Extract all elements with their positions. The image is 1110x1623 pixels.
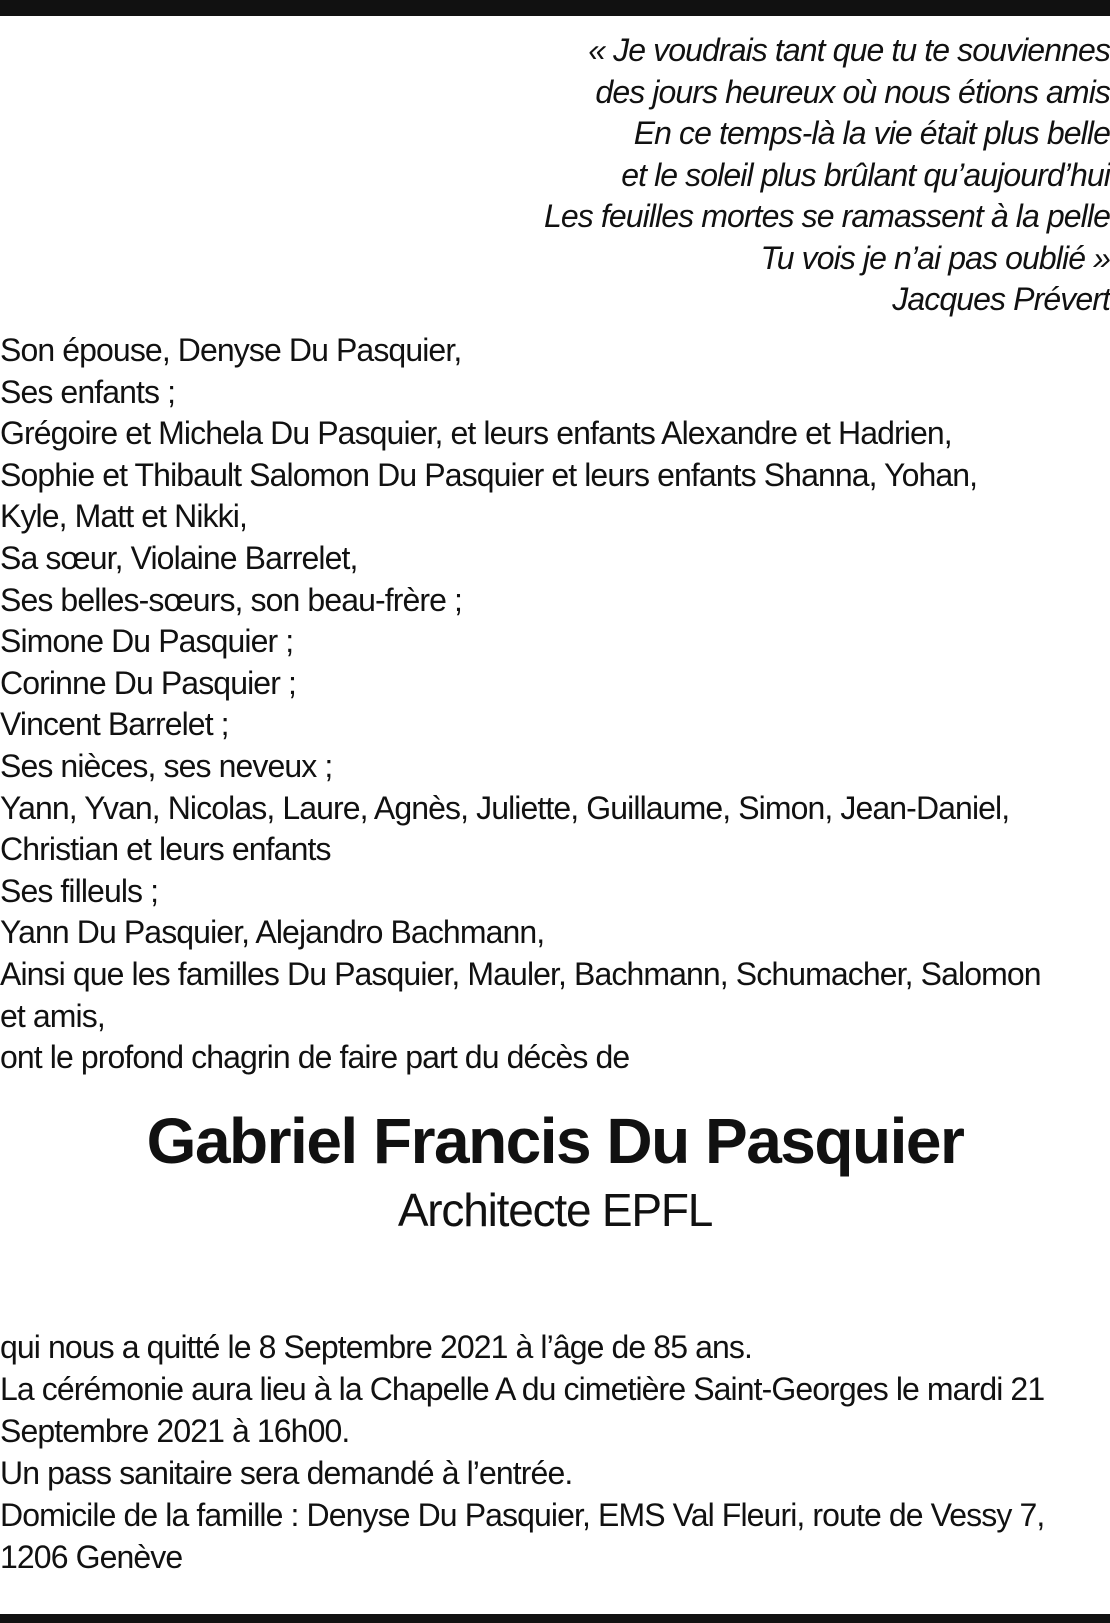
family-line: Ses filleuls ; bbox=[0, 872, 159, 909]
poem-line: Les feuilles mortes se ramassent à la pelle bbox=[543, 198, 1110, 234]
family-line: Ainsi que les familles Du Pasquier, Mauler, Bachmann, Schumacher, Salomon bbox=[0, 955, 1041, 992]
details-line: La cérémonie aura lieu à la Chapelle A du cimetière Saint-Georges le mardi 21 bbox=[0, 1371, 1045, 1407]
family-line: Sa sœur, Violaine Barrelet, bbox=[0, 539, 358, 576]
details-line: Un pass sanitaire sera demandé à l’entrée. bbox=[0, 1455, 573, 1491]
family-line: Ses nièces, ses neveux ; bbox=[0, 747, 333, 784]
family-announcement bbox=[0, 330, 1110, 1079]
poem-quote bbox=[210, 30, 1110, 321]
family-line: et amis, bbox=[0, 997, 105, 1034]
family-line: Yann, Yvan, Nicolas, Laure, Agnès, Juliette, Guillaume, Simon, Jean-Daniel, bbox=[0, 789, 1010, 826]
poem-line: et le soleil plus brûlant qu’aujourd’hui bbox=[621, 156, 1110, 193]
details-line: qui nous a quitté le 8 Septembre 2021 à l’âge de 85 ans. bbox=[0, 1329, 752, 1365]
family-line: Vincent Barrelet ; bbox=[0, 706, 229, 743]
family-line: Son épouse, Denyse Du Pasquier, bbox=[0, 332, 462, 368]
ceremony-details bbox=[0, 1326, 1110, 1578]
top-border-rule bbox=[0, 0, 1110, 16]
poem-author: Jacques Prévert bbox=[892, 281, 1110, 317]
poem-line: En ce temps-là la vie était plus belle bbox=[633, 115, 1110, 151]
deceased-title: Architecte EPFL bbox=[397, 1184, 713, 1236]
family-line: Ses belles-sœurs, son beau-frère ; bbox=[0, 581, 463, 618]
poem-line: Tu vois je n’ai pas oublié » bbox=[760, 239, 1110, 276]
family-line: Christian et leurs enfants bbox=[0, 831, 331, 868]
poem-line: des jours heureux où nous étions amis bbox=[595, 73, 1110, 110]
details-line: Domicile de la famille : Denyse Du Pasquier, EMS Val Fleuri, route de Vessy 7, bbox=[0, 1497, 1045, 1533]
poem-line: « Je voudrais tant que tu te souviennes bbox=[588, 32, 1110, 68]
family-line: Grégoire et Michela Du Pasquier, et leurs enfants Alexandre et Hadrien, bbox=[0, 415, 952, 452]
family-line: Yann Du Pasquier, Alejandro Bachmann, bbox=[0, 914, 545, 951]
family-line: Ses enfants ; bbox=[0, 373, 176, 410]
details-line: Septembre 2021 à 16h00. bbox=[0, 1413, 350, 1449]
bottom-border-rule bbox=[0, 1614, 1110, 1623]
family-line: Sophie et Thibault Salomon Du Pasquier et leurs enfants Shanna, Yohan, bbox=[0, 456, 978, 493]
family-line: ont le profond chagrin de faire part du décès de bbox=[0, 1039, 630, 1076]
family-line: Corinne Du Pasquier ; bbox=[0, 664, 296, 701]
details-line: 1206 Genève bbox=[0, 1539, 183, 1575]
deceased-name: Gabriel Francis Du Pasquier bbox=[146, 1105, 964, 1177]
family-line: Simone Du Pasquier ; bbox=[0, 623, 294, 660]
family-line: Kyle, Matt et Nikki, bbox=[0, 498, 247, 535]
